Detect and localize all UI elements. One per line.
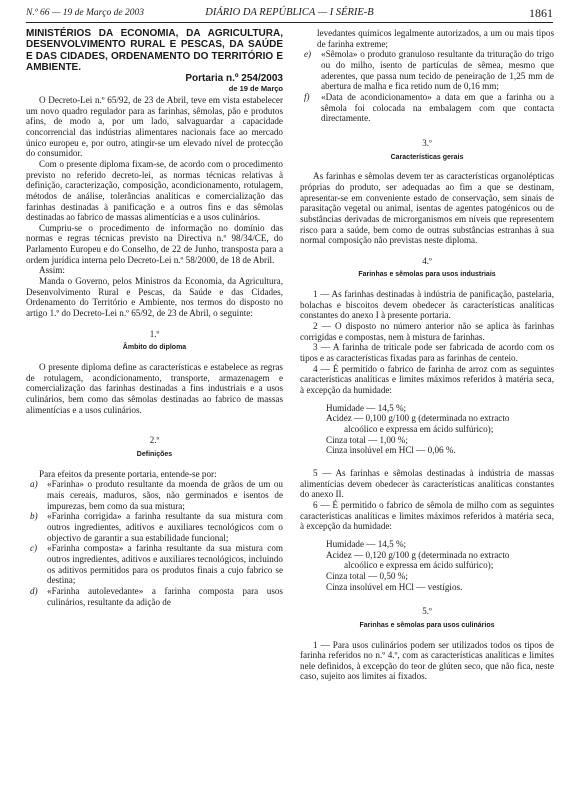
rice-value: Acidez — 0,100 g/100 g (determinada no extracto [326,413,510,424]
definition-text: «Sêmola» o produto granuloso resultante da trituração do trigo ou do milho, isento de partículas de sêmea, mesmo que aderentes, que passa num tecido de peneiração de 1,25 mm de abertura de malha e fica retido num de 0,16 mm; [321,49,554,92]
article-4-paragraph: 2 — O disposto no número anterior não se aplica às farinhas corrigidas e compostas, nem à mistura de farinhas. [300,321,554,342]
definition-item [26,511,283,543]
article-1-text: O presente diploma define as características e estabelece as regras de rotulagem, acondicionamento, transporte, armazenagem e comercialização das farinhas destinadas a fins industriais e a usos culinários, bem como das sêmolas destinadas ao fabrico de massas alimentícias e a usos culinários. [26,362,283,415]
article-3-text: As farinhas e sêmolas devem ter as características organolépticas próprias do produto, ser adequadas ao fim a que se destinam, apresentar-se em conveniente estado de conservação, sem sinais de parasitação vegetal ou animal, isentas de agentes patogénicos ou de substâncias derivadas de microrganismos em níveis que representem risco para a saúde, bem como de outras substâncias estranhas à sua normal composição não previstas neste diploma. [300,171,554,246]
article-4-paragraph: 6 — É permitido o fabrico de sêmola de milho com as seguintes características analíticas e limites máximos referidos à matéria seca, à excepção da humidade: [300,499,554,532]
maize-value: Cinza insolúvel em HCl — vestígios. [326,581,463,592]
journal-title: DIÁRIO DA REPÚBLICA — I SÉRIE-B [205,7,374,18]
definition-text: «Farinha autolevedante» a farinha composta para usos culinários, resultante da adição de [47,585,283,607]
rice-value: alcoólico e expressa em ácido sulfúrico); [344,424,494,434]
article-4-title: Farinhas e sêmolas para usos industriais [358,271,496,279]
article-1-title: Âmbito do diploma [122,344,187,352]
article-5-text: 1 — Para usos culinários podem ser utilizados todos os tipos de farinha referidos no n.º 4.º, com as características analíticas e limites nele definidos, à excepção do teor de glúten seco, que não fica, neste caso, sujeito aos limites aí fixados. [300,639,554,682]
definition-item [26,543,283,586]
maize-value: Humidade — 14,5 %; [326,538,407,549]
page-number: 1861 [529,6,553,20]
portaria-title: Portaria n.º 254/2003 [185,72,283,84]
definition-text: «Farinha corrigida» a farinha resultante da sua mistura com outros ingredientes, aditivos e auxiliares tecnológicos com o objectivo de garantir a sua estabilidade funcional; [47,511,283,543]
intro-paragraph: Manda o Governo, pelos Ministros da Economia, da Agricultura, Desenvolvimento Rural e Pescas, da Saúde e das Cidades, Ordenamento do Território e Ambiente, nos termos do disposto no artigo 1.º do Decreto-Lei n.º 65/92, de 23 de Abril, o seguinte: [26,276,283,319]
rice-value: Cinza total — 1,00 %; [326,434,408,445]
definition-key: a) [30,479,38,490]
article-5-title: Farinhas e sêmolas para usos culinários [359,621,495,629]
definition-item [26,479,283,511]
portaria-date: de 19 de Março [228,84,283,94]
article-2-intro: Para efeitos da presente portaria, entende-se por: [39,468,217,479]
maize-value: Acidez — 0,120 g/100 g (determinada no extracto [326,549,510,560]
ministry-heading: MINISTÉRIOS DA ECONOMIA, DA AGRICULTURA, DESENVOLVIMENTO RURAL E PESCAS, DA SAÚDE E DAS CIDADES, ORDENAMENTO DO TERRITÓRIO E AMBIENTE. [26,28,283,74]
definition-key: c) [30,543,38,554]
maize-value: Cinza total — 0,50 %; [326,570,408,581]
article-4-paragraph: 4 — É permitido o fabrico de farinha de arroz com as seguintes características analíticas e limites máximos referidos à matéria seca, à excepção da humidade: [300,363,554,396]
article-4-number: 4.º [422,255,432,266]
definition-key: b) [30,511,38,522]
article-2-number: 2.º [149,435,160,446]
definition-item [300,92,554,124]
definition-text: «Farinha» o produto resultante da moenda de grãos de um ou mais cereais, maduros, sãos, não germinados e isentos de impurezas, bem como da sua mistura; [47,479,283,511]
article-3-title: Características gerais [390,153,464,161]
rice-value: Cinza insolúvel em HCl — 0,06 %. [326,445,456,456]
article-4-paragraph: 1 — As farinhas destinadas à indústria de panificação, pastelaria, bolachas e biscoitos devem obedecer às características analíticas constantes do anexo I à presente portaria. [300,289,554,321]
article-2-title: Definições [136,450,173,458]
definition-key: e) [304,49,312,60]
issue-label: N.º 66 — 19 de Março de 2003 [26,8,144,18]
article-4-paragraph: 3 — A farinha de triticale pode ser fabricada de acordo com os tipos e as características fixadas para as farinhas de centeio. [300,342,554,364]
article-1-number: 1.º [149,328,160,339]
article-4-paragraph: 5 — As farinhas e sêmolas destinadas à indústria de massas alimentícias devem obedecer às características analíticas constantes do anexo II. [300,467,554,500]
definition-item [300,49,554,92]
definition-key: f) [304,91,310,102]
definition-continuation: levedantes químicos legalmente autorizados, a um ou mais tipos de farinha extreme; [317,28,554,49]
article-5-number: 5.º [422,606,432,617]
intro-paragraph: Com o presente diploma fixam-se, de acordo com o procedimento previsto no referido decreto-lei, as normas técnicas relativas à definição, caracterização, composição, acondicionamento, rotulagem, métodos de análise, tolerâncias analíticas e comercialização das farinhas destinadas à panificação e a outros fins e das sêmolas destinadas ao fabrico de massas alimentícias e a usos culinários. [26,158,283,223]
definition-item [26,586,283,607]
article-3-number: 3.º [422,137,432,148]
maize-value: alcoólico e expressa em ácido sulfúrico); [344,560,494,571]
page-header [26,6,553,23]
definition-text: «Farinha composta» a farinha resultante da sua mistura com outros ingredientes, aditivos e auxiliares tecnológicos, incluindo os aditivos permitidos para os produtos finais a cujo fabrico se destina; [47,543,283,586]
intro-paragraph: O Decreto-Lei n.º 65/92, de 23 de Abril, teve em vista estabelecer um novo quadro regulador para as farinhas, sêmolas, pão e produtos afins, de modo a, por um lado, salvaguardar a capacidade concorrencial das indústrias alimentares nacionais face ao mercado único europeu e, por outro, atingir-se um elevado nível de protecção do consumidor. [26,94,283,159]
definition-text: «Data de acondicionamento» a data em que a farinha ou a sêmola foi colocada na embalagem com que contacta directamente. [321,91,554,124]
left-column [26,28,283,607]
definition-key: d) [30,585,38,596]
intro-paragraph: Cumpriu-se o procedimento de informação no domínio das normas e regras técnicas previsto na Directiva n.º 98/34/CE, do Parlamento Europeu e do Conselho, de 22 de Junho, transposta para a ordem jurídica interna pelo Decreto-Lei n.º 58/2000, de 18 de Abril. [26,222,283,265]
right-column [300,28,554,682]
rice-value: Humidade — 14,5 %; [326,402,407,413]
intro-paragraph: Assim: [39,265,65,276]
